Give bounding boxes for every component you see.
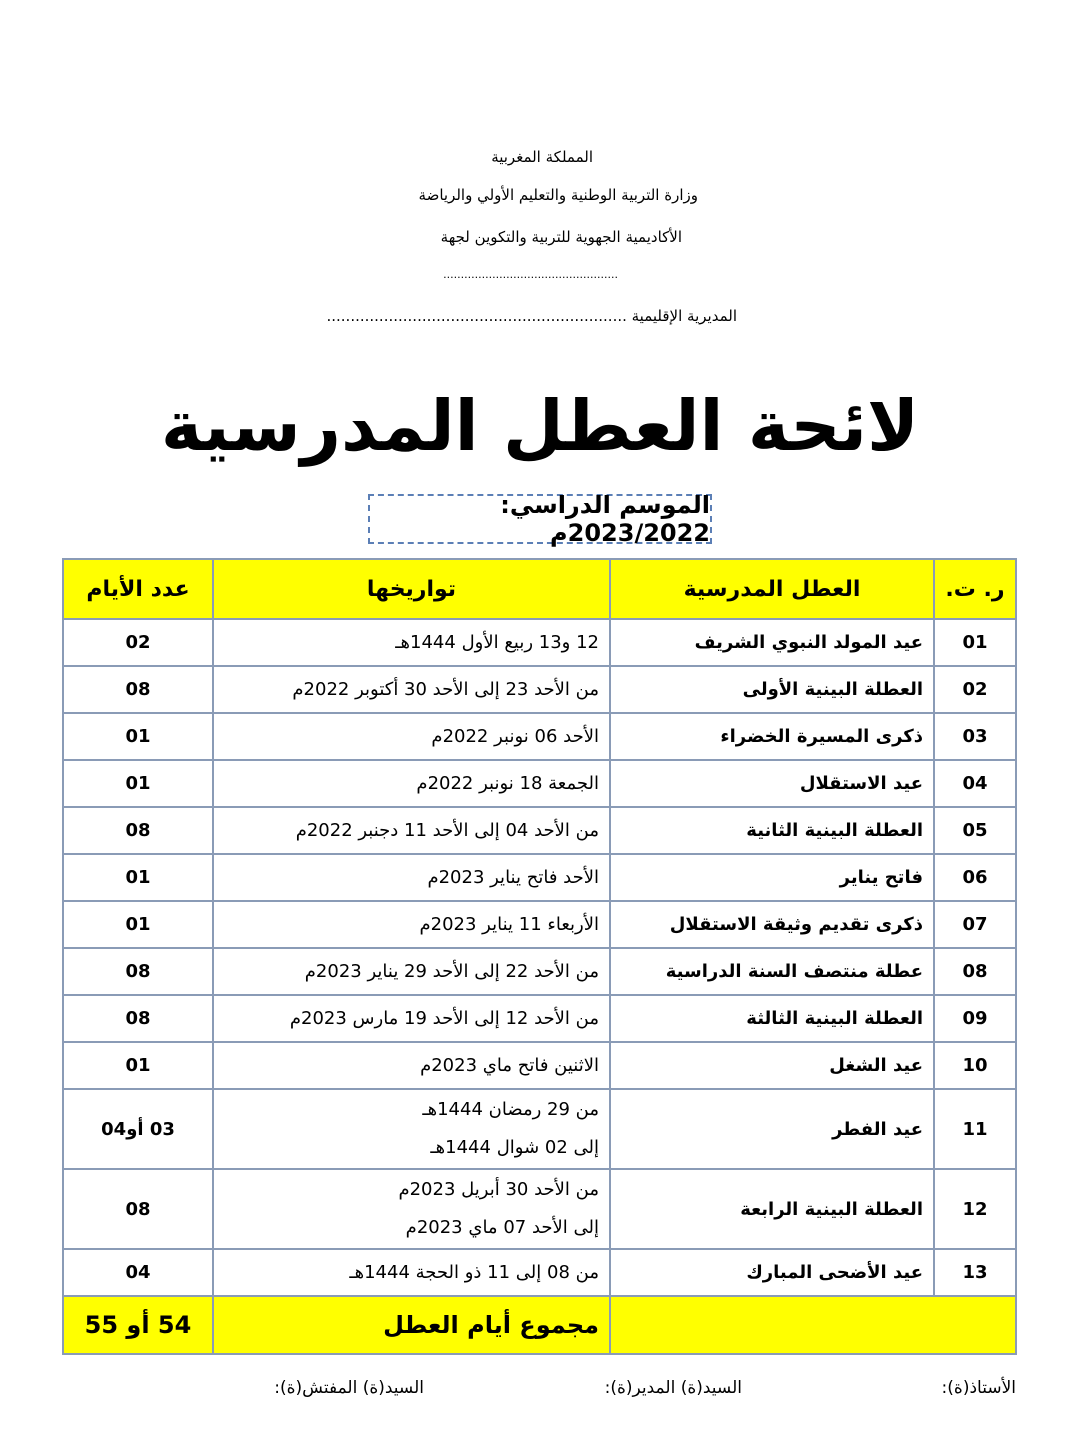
row-date-line: الأحد 06 نونبر 2022م (431, 725, 599, 747)
row-name: عيد الفطر (610, 1089, 934, 1169)
row-date-line: إلى 02 شوال 1444هـ (430, 1137, 599, 1158)
row-days: 02 (63, 619, 213, 666)
row-dates (213, 807, 610, 854)
table-row (63, 901, 1016, 948)
row-days: 08 (63, 807, 213, 854)
row-name: العطلة البينية الرابعة (610, 1169, 934, 1249)
holidays-table (62, 558, 1017, 1355)
row-dates (213, 760, 610, 807)
row-date-line: من 29 رمضان 1444هـ (422, 1099, 599, 1120)
row-name: عيد الأضحى المبارك (610, 1249, 934, 1296)
row-name: عيد الشغل (610, 1042, 934, 1089)
row-date-line: من الأحد 12 إلى الأحد 19 مارس 2023م (289, 1007, 599, 1029)
table-header-row (63, 559, 1016, 619)
total-label: مجموع أيام العطل (213, 1296, 610, 1354)
school-season-label: الموسم الدراسي: 2023/2022م (500, 491, 710, 547)
academy-dots: .................................................. (443, 268, 618, 281)
row-days: 01 (63, 760, 213, 807)
row-date-line: من الأحد 22 إلى الأحد 29 يناير 2023م (304, 960, 599, 982)
row-date-line: من الأحد 04 إلى الأحد 11 دجنبر 2022م (295, 819, 599, 841)
row-date-line: من الأحد 23 إلى الأحد 30 أكتوبر 2022م (292, 678, 599, 700)
kingdom-line: المملكة المغربية (491, 148, 593, 166)
inspector-signature-label: السيد(ة) المفتش(ة): (274, 1378, 424, 1398)
row-date-line: الأحد فاتح يناير 2023م (427, 866, 599, 888)
row-num: 02 (934, 666, 1016, 713)
row-dates (213, 1042, 610, 1089)
row-date-line: الجمعة 18 نونبر 2022م (416, 772, 599, 794)
row-date-line: الأربعاء 11 يناير 2023م (419, 913, 599, 935)
row-date-line: 12 و13 ربيع الأول 1444هـ (395, 631, 599, 653)
row-dates (213, 1249, 610, 1296)
row-name: عيد المولد النبوي الشريف (610, 619, 934, 666)
table-row (63, 760, 1016, 807)
table-row (63, 1089, 1016, 1169)
row-num: 09 (934, 995, 1016, 1042)
row-days: 08 (63, 995, 213, 1042)
table-row (63, 1042, 1016, 1089)
row-date-line: من 08 إلى 11 ذو الحجة 1444هـ (349, 1261, 599, 1283)
header-num: ر. ت. (934, 559, 1016, 619)
row-days: 08 (63, 666, 213, 713)
table-row (63, 854, 1016, 901)
row-dates (213, 619, 610, 666)
row-num: 07 (934, 901, 1016, 948)
row-num: 12 (934, 1169, 1016, 1249)
row-days: 08 (63, 1169, 213, 1249)
row-dates (213, 1089, 610, 1169)
row-num: 05 (934, 807, 1016, 854)
total-empty-cell (610, 1296, 1016, 1354)
row-dates (213, 1169, 610, 1249)
row-days: 03 أو04 (63, 1089, 213, 1169)
row-dates (213, 948, 610, 995)
row-date-line: الاثنين فاتح ماي 2023م (420, 1054, 599, 1076)
row-num: 01 (934, 619, 1016, 666)
page-title: لائحة العطل المدرسية (160, 385, 920, 467)
header-name: العطل المدرسية (610, 559, 934, 619)
row-name: العطلة البينية الثانية (610, 807, 934, 854)
directorate-line: المديرية الإقليمية ............................................................... (326, 307, 737, 325)
row-dates (213, 901, 610, 948)
row-num: 04 (934, 760, 1016, 807)
table-row (63, 1169, 1016, 1249)
row-days: 01 (63, 854, 213, 901)
row-name: العطلة البينية الثالثة (610, 995, 934, 1042)
row-days: 01 (63, 901, 213, 948)
row-dates (213, 995, 610, 1042)
row-date-line: إلى الأحد 07 ماي 2023م (405, 1217, 599, 1238)
row-days: 04 (63, 1249, 213, 1296)
academy-line: الأكاديمية الجهوية للتربية والتكوين لجهة (440, 228, 682, 246)
row-days: 01 (63, 1042, 213, 1089)
total-value: 54 أو 55 (63, 1296, 213, 1354)
header-days: عدد الأيام (63, 559, 213, 619)
row-days: 08 (63, 948, 213, 995)
row-name: عيد الاستقلال (610, 760, 934, 807)
ministry-line: وزارة التربية الوطنية والتعليم الأولي والرياضة (418, 186, 698, 204)
row-name: العطلة البينية الأولى (610, 666, 934, 713)
row-name: ذكرى تقديم وثيقة الاستقلال (610, 901, 934, 948)
row-name: ذكرى المسيرة الخضراء (610, 713, 934, 760)
header-dates: تواريخها (213, 559, 610, 619)
table-row (63, 807, 1016, 854)
table-row (63, 619, 1016, 666)
row-num: 08 (934, 948, 1016, 995)
teacher-signature-label: الأستاذ(ة): (941, 1378, 1016, 1398)
table-row (63, 713, 1016, 760)
school-season-box (368, 491, 712, 547)
row-num: 13 (934, 1249, 1016, 1296)
row-name: عطلة منتصف السنة الدراسية (610, 948, 934, 995)
row-num: 03 (934, 713, 1016, 760)
table-row (63, 995, 1016, 1042)
row-num: 06 (934, 854, 1016, 901)
row-dates (213, 666, 610, 713)
table-row (63, 666, 1016, 713)
row-num: 11 (934, 1089, 1016, 1169)
table-row (63, 948, 1016, 995)
total-row (63, 1296, 1016, 1354)
row-name: فاتح يناير (610, 854, 934, 901)
table-row (63, 1249, 1016, 1296)
director-signature-label: السيد(ة) المدير(ة): (604, 1378, 742, 1398)
row-num: 10 (934, 1042, 1016, 1089)
row-dates (213, 854, 610, 901)
row-date-line: من الأحد 30 أبريل 2023م (398, 1179, 599, 1200)
row-days: 01 (63, 713, 213, 760)
row-dates (213, 713, 610, 760)
